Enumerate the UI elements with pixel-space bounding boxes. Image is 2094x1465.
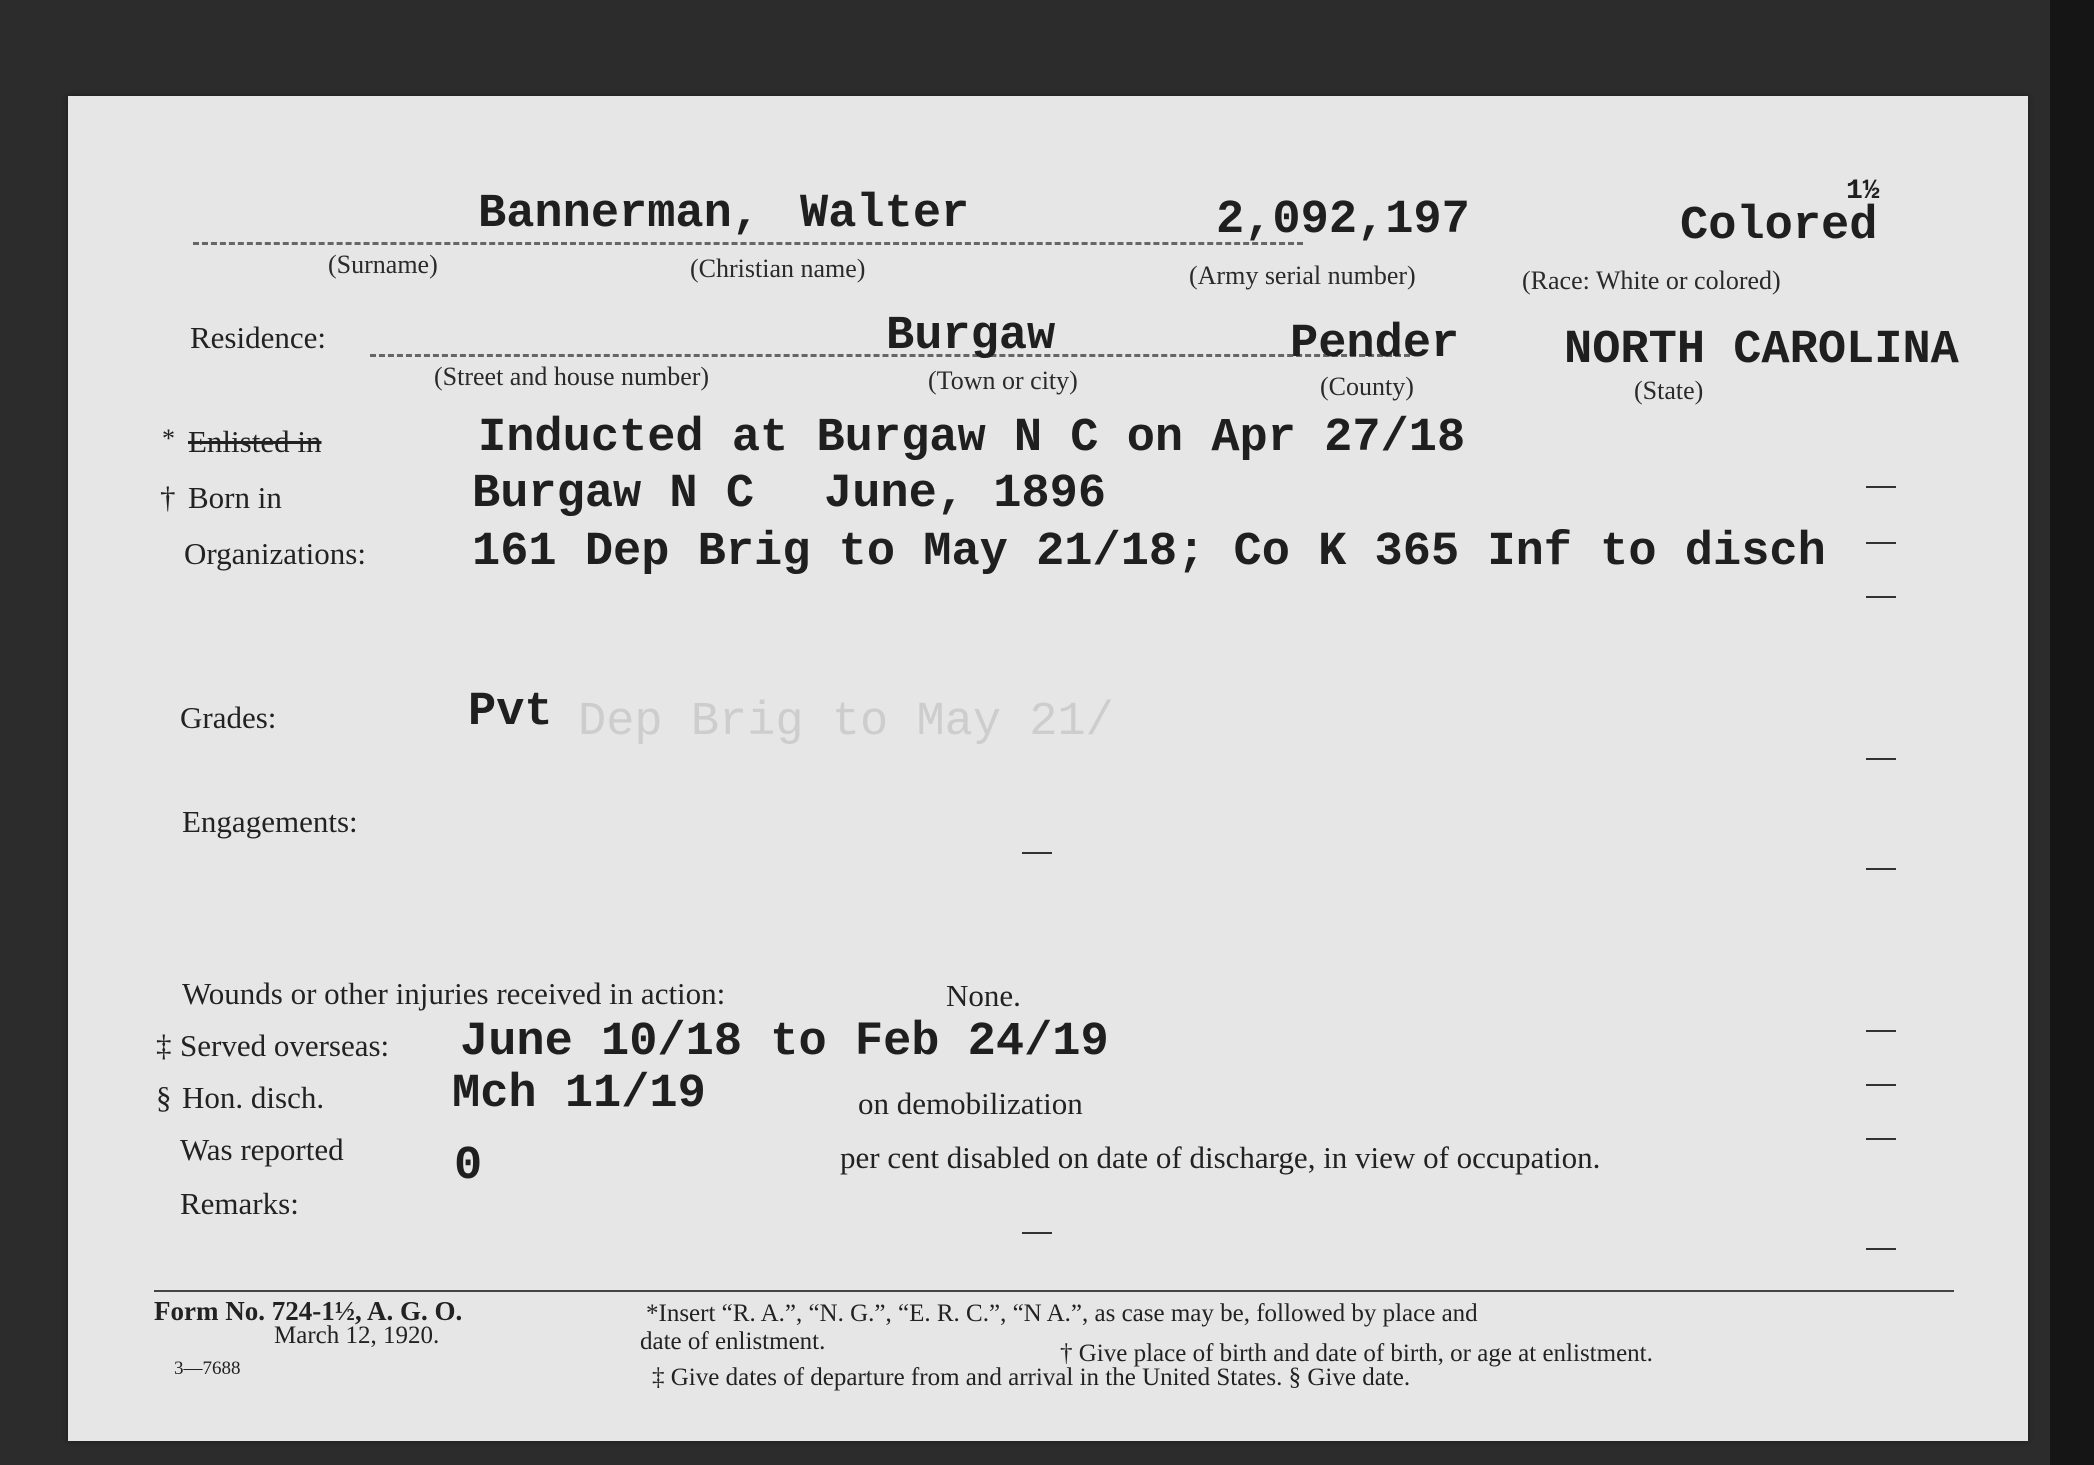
born-label: Born in [188, 480, 282, 515]
enlisted-label: Enlisted in [188, 424, 322, 459]
name-line [193, 242, 1303, 245]
wounds-label: Wounds or other injuries received in action: [182, 976, 726, 1011]
margin-dash [1866, 1084, 1896, 1086]
state-caption: (State) [1634, 376, 1704, 405]
organizations-value: 161 Dep Brig to May 21/18; Co K 365 Inf to disch [472, 526, 1826, 579]
reported-label: Was reported [180, 1132, 344, 1167]
footnote-line-1: *Insert “R. A.”, “N. G.”, “E. R. C.”, “N A.”, as case may be, followed by place and [646, 1300, 1478, 1327]
christian-name-caption: (Christian name) [690, 254, 866, 283]
discharge-reason: on demobilization [858, 1086, 1083, 1121]
reported-value: 0 [454, 1140, 483, 1193]
discharge-mark: § [156, 1080, 172, 1115]
margin-dash [1866, 868, 1896, 870]
margin-dash [1866, 486, 1896, 488]
footnote-line-3: ‡ Give dates of departure from and arrival in the United States. § Give date. [652, 1364, 1411, 1391]
reported-text: per cent disabled on date of discharge, in view of occupation. [840, 1140, 1601, 1175]
residence-label: Residence: [190, 320, 327, 355]
discharge-value: Mch 11/19 [452, 1068, 706, 1121]
race-value: Colored [1680, 200, 1878, 253]
wounds-value: None. [946, 978, 1021, 1013]
residence-town-value: Burgaw [886, 310, 1056, 363]
margin-dash [1022, 1232, 1052, 1234]
margin-dash [1866, 542, 1896, 544]
residence-county-value: Pender [1290, 318, 1460, 371]
serial-number-value: 2,092,197 [1216, 194, 1470, 247]
surname-value: Bannerman, [478, 188, 761, 241]
form-date: March 12, 1920. [274, 1322, 440, 1349]
form-number: Form No. 724-1½, A. G. O. [154, 1296, 463, 1326]
footnote-line-2a: date of enlistment. [640, 1328, 826, 1355]
discharge-label: Hon. disch. [182, 1080, 325, 1115]
born-place-value: Burgaw N C [472, 468, 755, 521]
overseas-value: June 10/18 to Feb 24/19 [460, 1016, 1109, 1069]
background-strip [2050, 0, 2094, 1465]
county-caption: (County) [1320, 372, 1414, 401]
race-caption: (Race: White or colored) [1522, 266, 1781, 295]
serial-number-caption: (Army serial number) [1189, 261, 1416, 290]
christian-name-value: Walter [800, 188, 970, 241]
town-caption: (Town or city) [928, 366, 1078, 395]
margin-dash [1866, 758, 1896, 760]
record-card [68, 96, 2028, 1441]
engagements-label: Engagements: [182, 804, 358, 839]
footnote-line-2b: † Give place of birth and date of birth, or age at enlistment. [1060, 1340, 1653, 1367]
margin-dash [1866, 1248, 1896, 1250]
grades-bleed-through: Dep Brig to May 21/ [578, 696, 1114, 749]
print-code: 3—7688 [174, 1358, 241, 1379]
born-mark: † [160, 480, 176, 515]
grades-value: Pvt [468, 686, 553, 739]
surname-caption: (Surname) [328, 250, 438, 279]
class-mark: 1½ [1846, 176, 1880, 207]
residence-state-value: NORTH CAROLINA [1564, 324, 1959, 377]
street-caption: (Street and house number) [434, 362, 710, 391]
enlisted-value: Inducted at Burgaw N C on Apr 27/18 [478, 412, 1466, 465]
margin-dash [1866, 1138, 1896, 1140]
margin-dash [1022, 852, 1052, 854]
grades-label: Grades: [180, 700, 277, 735]
born-date-value: June, 1896 [824, 468, 1107, 521]
overseas-label: Served overseas: [180, 1028, 390, 1063]
footer-rule [154, 1290, 1954, 1292]
organizations-label: Organizations: [184, 536, 366, 571]
remarks-label: Remarks: [180, 1186, 299, 1221]
enlisted-mark: * [162, 424, 175, 453]
margin-dash [1866, 1030, 1896, 1032]
overseas-mark: ‡ [156, 1028, 172, 1063]
margin-dash [1866, 596, 1896, 598]
